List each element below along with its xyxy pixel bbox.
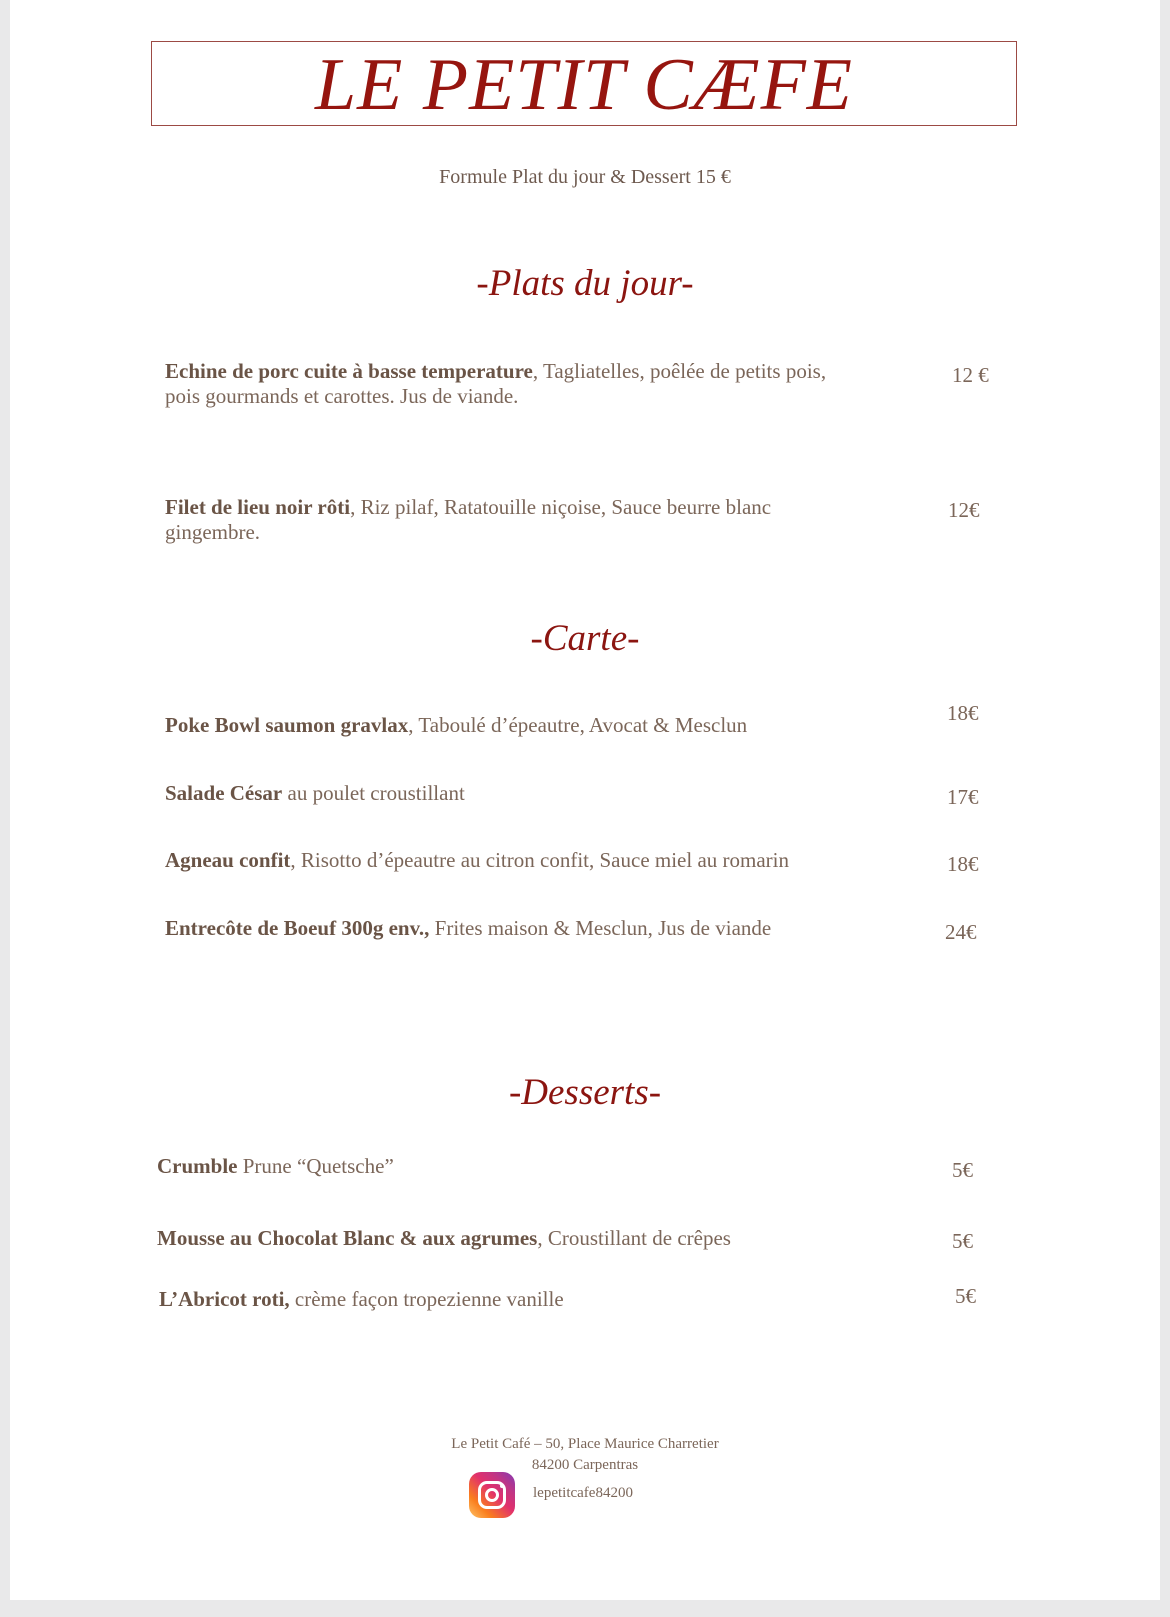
menu-item	[165, 495, 865, 545]
item-name: Crumble	[157, 1154, 238, 1178]
instagram-handle[interactable]: lepetitcafe84200	[533, 1485, 633, 1501]
item-description: au poulet croustillant	[282, 781, 465, 805]
item-description: , Croustillant de crêpes	[537, 1226, 731, 1250]
menu-item	[165, 916, 925, 941]
item-description: , Riz pilaf, Ratatouille niçoise, Sauce beurre blanc gingembre.	[165, 495, 772, 544]
item-description: Frites maison & Mesclun, Jus de viande	[429, 916, 772, 940]
item-name: Filet de lieu noir rôti	[165, 495, 351, 519]
footer-address-line1: Le Petit Café – 50, Place Maurice Charretier	[451, 1436, 719, 1452]
menu-item	[157, 1154, 917, 1179]
item-name: Poke Bowl saumon gravlax	[165, 713, 409, 737]
item-description: Prune “Quetsche”	[237, 1154, 394, 1178]
menu-item	[165, 713, 925, 738]
section-heading-carte: -Carte-	[530, 618, 640, 659]
instagram-icon-dot	[500, 1484, 504, 1488]
item-name: L’Abricot roti,	[159, 1287, 290, 1311]
item-name: Salade César	[165, 781, 283, 805]
menu-item	[159, 1287, 919, 1312]
restaurant-title: LE PETIT CÆFE	[315, 43, 853, 126]
item-price: 5€	[955, 1284, 976, 1308]
item-price: 5€	[952, 1158, 973, 1182]
item-price: 24€	[945, 920, 977, 944]
item-price: 5€	[952, 1229, 973, 1253]
menu-item	[165, 848, 925, 873]
section-heading-desserts: -Desserts-	[508, 1072, 662, 1113]
footer-address-line2: 84200 Carpentras	[531, 1457, 639, 1473]
instagram-icon[interactable]	[469, 1472, 515, 1518]
item-price: 18€	[947, 701, 979, 725]
item-name: Entrecôte de Boeuf 300g env.,	[165, 916, 430, 940]
item-name: Mousse au Chocolat Blanc & aux agrumes	[157, 1226, 538, 1250]
item-description: crème façon tropezienne vanille	[289, 1287, 564, 1311]
menu-page	[10, 0, 1160, 1600]
menu-item	[165, 359, 865, 409]
menu-item	[157, 1226, 917, 1251]
item-name: Agneau confit	[165, 848, 291, 872]
title-box	[151, 41, 1017, 126]
item-description: , Tagliatelles, poêlée de petits pois, pois gourmands et carottes. Jus de viande.	[165, 359, 827, 408]
item-description: , Taboulé d’épeautre, Avocat & Mesclun	[408, 713, 748, 737]
item-description: , Risotto d’épeautre au citron confit, Sauce miel au romarin	[290, 848, 790, 872]
menu-item	[165, 781, 925, 806]
item-price: 18€	[947, 852, 979, 876]
item-price: 12 €	[952, 363, 989, 387]
formule-offer: Formule Plat du jour & Dessert 15 €	[439, 166, 731, 188]
item-price: 12€	[948, 498, 980, 522]
section-heading-plats: -Plats du jour-	[476, 263, 694, 304]
item-name: Echine de porc cuite à basse temperature	[165, 359, 533, 383]
item-price: 17€	[947, 785, 979, 809]
